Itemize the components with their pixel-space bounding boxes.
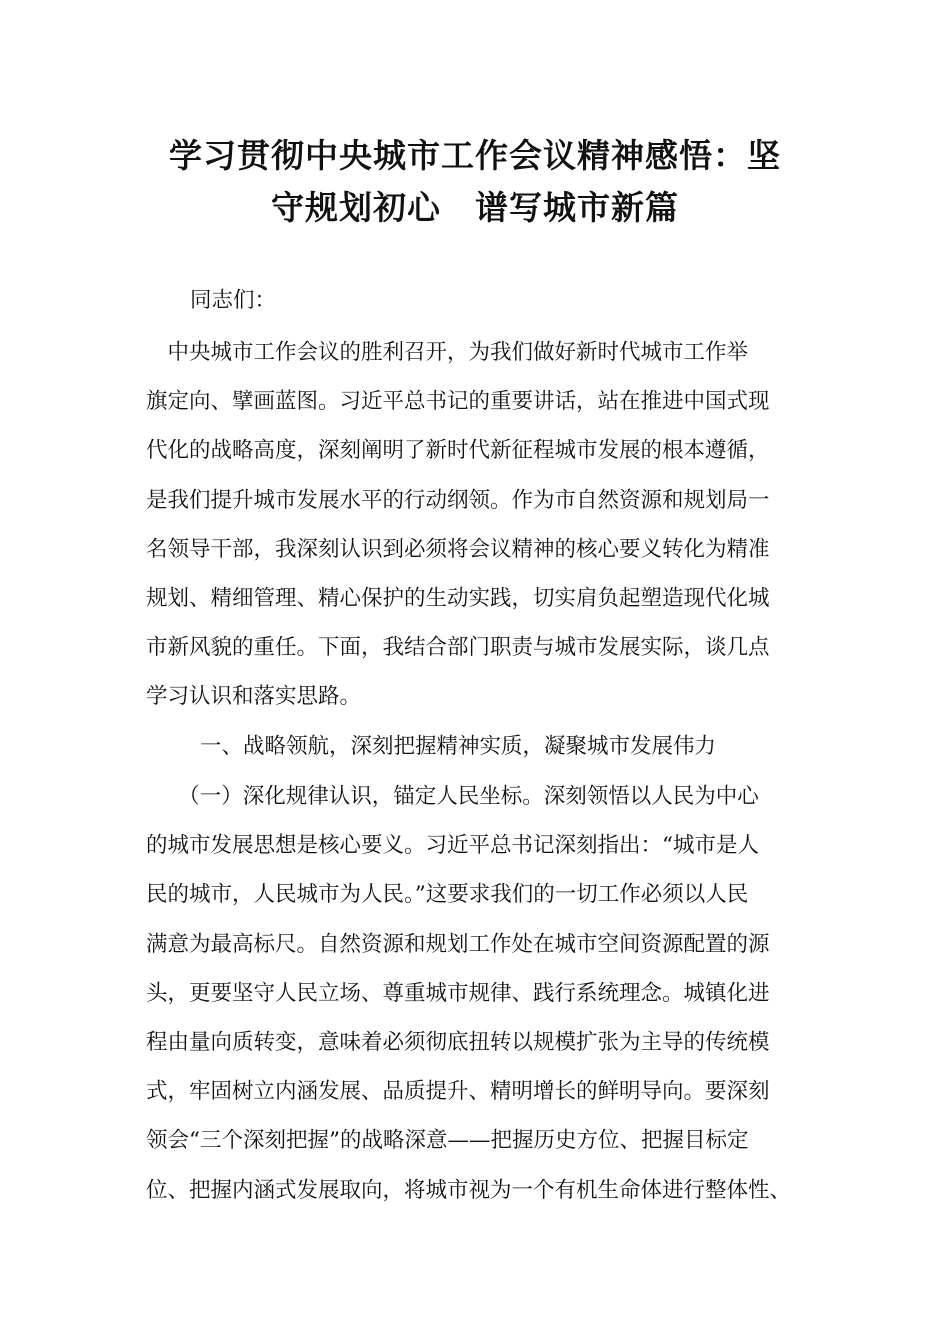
paragraph-line: 代化的战略高度，深刻阐明了新时代新征程城市发展的根本遵循， <box>146 438 770 464</box>
document-title <box>140 130 810 234</box>
salutation <box>190 276 870 325</box>
paragraph-line: 式，牢固树立内涵发展、品质提升、精明增长的鲜明导向。要深刻 <box>146 1079 770 1105</box>
paragraph-line: 名领导干部，我深刻认识到必须将会议精神的核心要义转化为精准 <box>146 536 770 562</box>
paragraph-line: 市新风貌的重任。下面，我结合部门职责与城市发展实际，谈几点 <box>146 635 770 661</box>
paragraph-line: 学习认识和落实思路。 <box>146 684 362 710</box>
paragraph-section-1-1 <box>146 772 826 1215</box>
paragraph-intro <box>146 328 826 722</box>
paragraph-line: 规划、精细管理、精心保护的生动实践，切实肩负起塑造现代化城 <box>146 585 770 611</box>
paragraph-line: 满意为最高标尺。自然资源和规划工作处在城市空间资源配置的源 <box>146 931 770 957</box>
title-line: 守规划初心 谱写城市新篇 <box>271 188 679 227</box>
paragraph-line: 领会“三个深刻把握”的战略深意——把握历史方位、把握目标定 <box>146 1128 749 1154</box>
paragraph-line: 位、把握内涵式发展取向，将城市视为一个有机生命体进行整体性、 <box>146 1177 792 1203</box>
paragraph-line: 是我们提升城市发展水平的行动纲领。作为市自然资源和规划局一 <box>146 487 770 513</box>
section-heading-text: 一、战略领航，深刻把握精神实质，凝聚城市发展伟力 <box>200 734 717 759</box>
paragraph-line: 程由量向质转变，意味着必须彻底扭转以规模扩张为主导的传统模 <box>146 1029 770 1055</box>
salutation-text: 同志们： <box>190 288 277 313</box>
paragraph-line: 民的城市，人民城市为人民。”这要求我们的一切工作必须以人民 <box>146 882 749 908</box>
paragraph-line: （一）深化规律认识，锚定人民坐标。深刻领悟以人民为中心 <box>146 784 759 809</box>
paragraph-line: 头，更要坚守人民立场、尊重城市规律、践行系统理念。城镇化进 <box>146 980 770 1006</box>
section-heading-1 <box>200 722 880 771</box>
paragraph-line: 的城市发展思想是核心要义。习近平总书记深刻指出：“城市是人 <box>146 833 759 859</box>
paragraph-line: 中央城市工作会议的胜利召开，为我们做好新时代城市工作举 <box>146 340 749 365</box>
paragraph-line: 旗定向、擘画蓝图。习近平总书记的重要讲话，站在推进中国式现 <box>146 389 770 415</box>
title-line: 学习贯彻中央城市工作会议精神感悟：坚 <box>169 136 781 175</box>
